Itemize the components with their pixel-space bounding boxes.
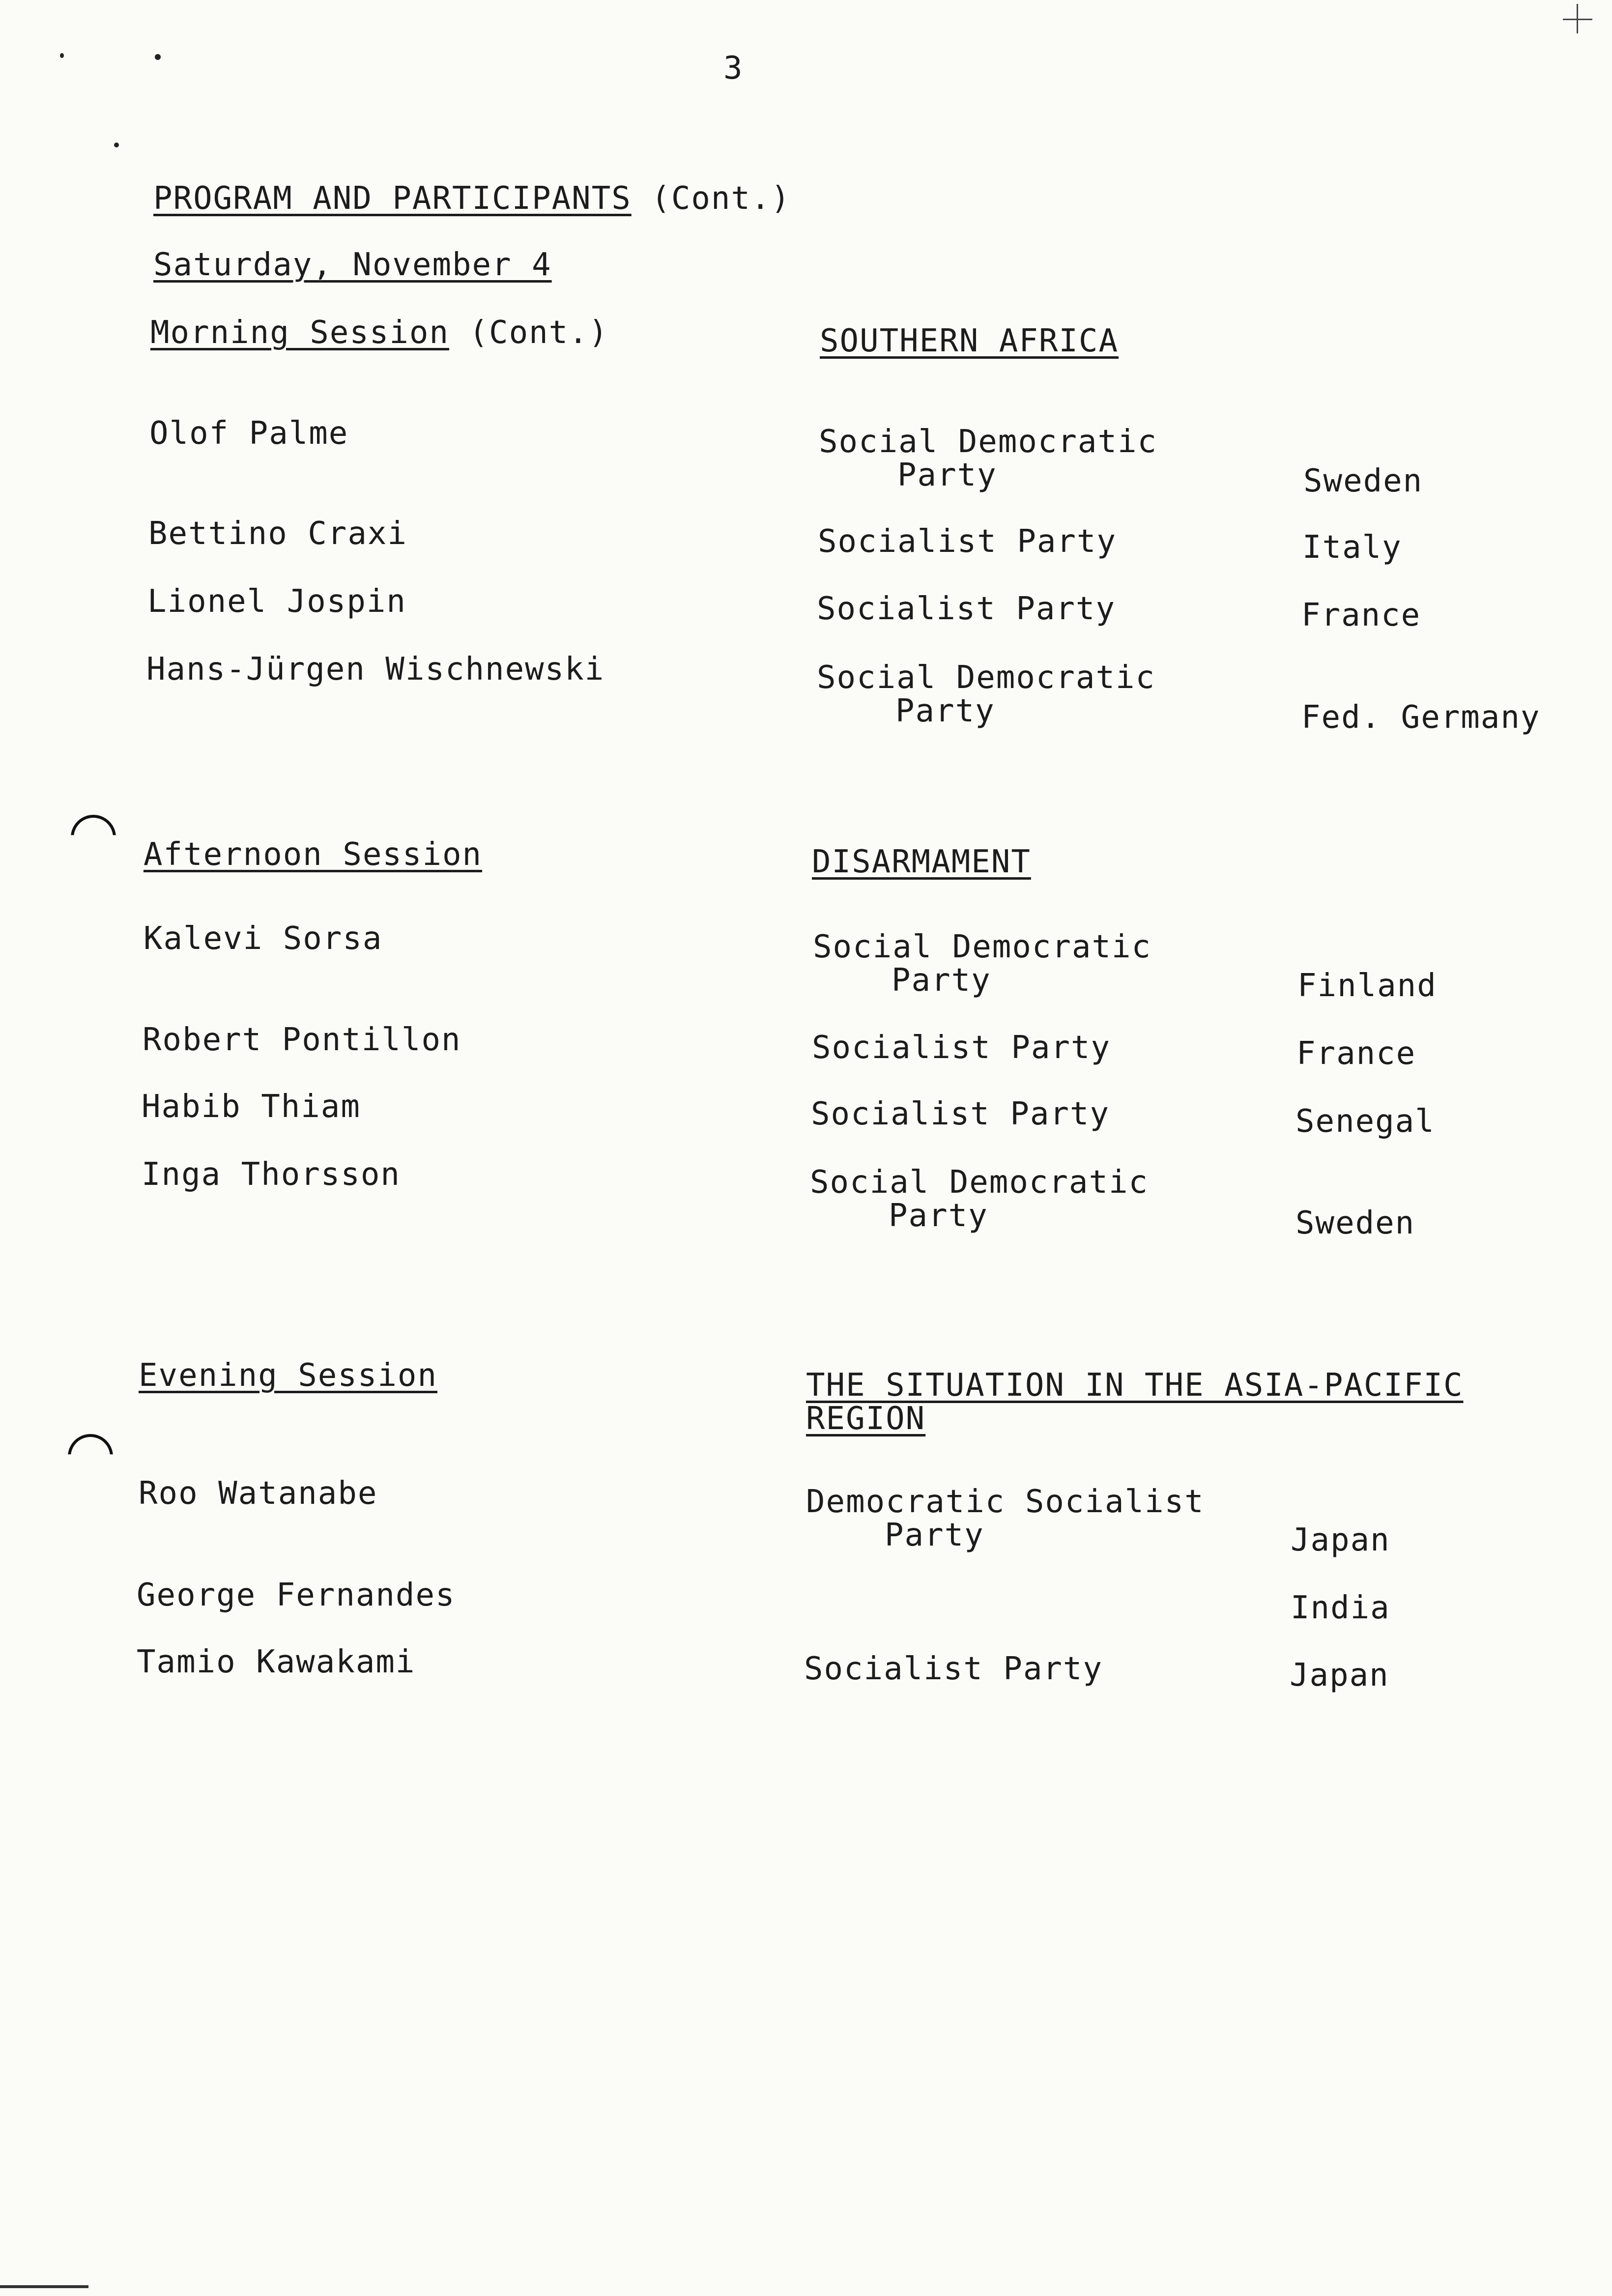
participant-name: Bettino Craxi (148, 516, 407, 552)
participant-party: Socialist Party (804, 1651, 1103, 1687)
party-line: Social Democratic (817, 660, 1156, 696)
participant-country: France (1301, 597, 1421, 633)
participant-party (813, 930, 1151, 997)
afternoon-topic: DISARMAMENT (812, 844, 1031, 880)
morning-session-suffix: (Cont.) (469, 315, 609, 351)
registration-mark (1577, 4, 1578, 33)
evening-topic: THE SITUATION IN THE ASIA-PACIFIC REGION (806, 1367, 1464, 1437)
morning-session-label: Morning Session (150, 315, 449, 351)
participant-party: Socialist Party (811, 1096, 1110, 1132)
party-line: Party (895, 693, 995, 729)
participant-party: Socialist Party (818, 523, 1117, 560)
participant-country: Sweden (1303, 463, 1423, 499)
session-date: Saturday, November 4 (153, 247, 552, 283)
participant-name: Robert Pontillon (143, 1022, 461, 1058)
participant-name: Inga Thorsson (142, 1156, 401, 1193)
participant-party (806, 1485, 1205, 1552)
scan-speck (155, 54, 161, 60)
participant-party (819, 425, 1157, 492)
document-title-text: PROGRAM AND PARTICIPANTS (153, 180, 632, 217)
participant-country: Japan (1291, 1522, 1390, 1558)
participant-name: Habib Thiam (142, 1089, 361, 1125)
participant-name: George Fernandes (137, 1577, 456, 1613)
party-line: Democratic Socialist (806, 1484, 1205, 1520)
scan-speck (114, 143, 119, 147)
participant-party (810, 1166, 1149, 1233)
party-line: Social Democratic (810, 1164, 1149, 1201)
participant-country: Senegal (1295, 1103, 1435, 1140)
participant-country: Japan (1290, 1657, 1389, 1693)
scan-edge-line (0, 2285, 88, 2288)
participant-country: India (1291, 1590, 1390, 1626)
party-line: Social Democratic (813, 929, 1152, 965)
participant-name: Hans-Jürgen Wischnewski (146, 651, 605, 688)
morning-topic: SOUTHERN AFRICA (820, 323, 1119, 359)
document-title-suffix: (Cont.) (651, 180, 791, 217)
scan-speck (60, 53, 64, 58)
participant-party (817, 661, 1155, 728)
page-number: 3 (723, 50, 744, 86)
participant-party: Socialist Party (812, 1030, 1111, 1066)
party-line: Party (892, 962, 991, 999)
participant-country: Finland (1297, 968, 1437, 1004)
party-line: Party (885, 1517, 984, 1553)
party-line: Party (897, 457, 997, 493)
party-line: Party (889, 1198, 988, 1234)
participant-name: Olof Palme (149, 415, 349, 452)
participant-country: Italy (1302, 529, 1402, 566)
participant-name: Roo Watanabe (139, 1475, 378, 1512)
participant-name: Lionel Jospin (147, 583, 406, 620)
document-title (153, 182, 791, 215)
participant-country: Fed. Germany (1301, 699, 1541, 736)
evening-session-label: Evening Session (139, 1357, 437, 1394)
afternoon-session-label: Afternoon Session (144, 836, 483, 873)
participant-party: Socialist Party (817, 591, 1116, 627)
morning-session-heading (150, 316, 608, 349)
punch-hole-mark (68, 1434, 113, 1479)
participant-name: Tamio Kawakami (137, 1644, 416, 1680)
punch-hole-mark (71, 815, 116, 860)
participant-country: France (1296, 1035, 1416, 1072)
participant-name: Kalevi Sorsa (144, 920, 383, 957)
participant-country: Sweden (1295, 1205, 1415, 1241)
party-line: Social Democratic (819, 424, 1158, 460)
